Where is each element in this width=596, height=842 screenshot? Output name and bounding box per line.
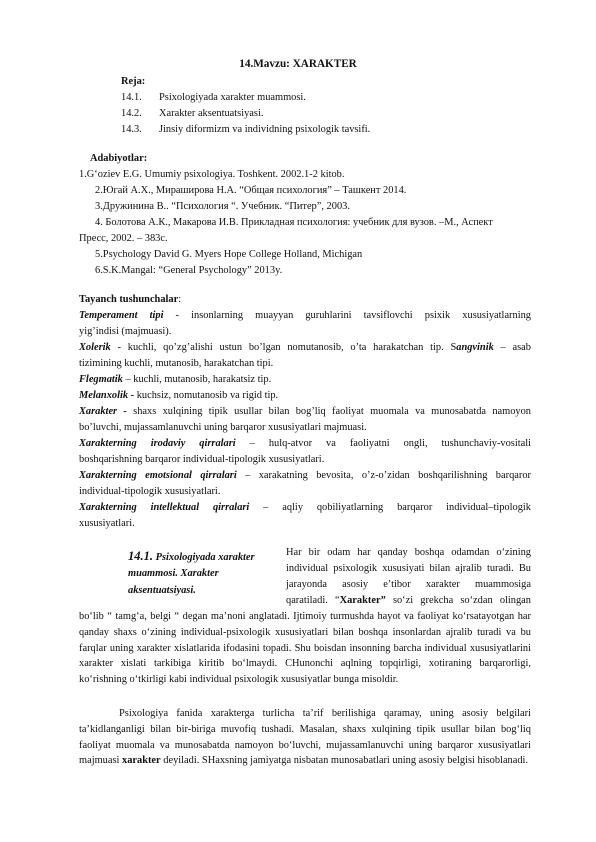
term-xarakter-quoted: Xarakter”	[339, 595, 386, 606]
definition-text: boshqarishning barqaror individual-tipologik xususiyatlari.	[79, 454, 325, 465]
section-heading	[128, 547, 278, 599]
literature-heading: Adabiyotlar:	[90, 153, 148, 164]
literature-item: 5.Psychology David G. Myers Hope College Holland, Michigan	[95, 249, 363, 260]
body-text: Psixologiya fanida xarakterga turlicha ta’rif berilishiga qaramay, uning asosiy belgilari ta’kidlanganligi bilan bir-biriga muvofiq tushadi. Masalan, shaxs xulqining tipik usullar bilan bog‘liq faoliyat muomala va munosabatda namoyon bo‘luvchi, mujassamlanuvchi uning barqaror xususiyatlari majmuasi	[79, 708, 531, 767]
concepts-heading	[79, 292, 531, 308]
term-melanxolik: Melanxolik -	[79, 390, 135, 401]
definition-text: shaxs xulqining tipik usullar bilan bog’liq faoliyat muomala va munosabatda namoyon	[126, 406, 531, 417]
concepts-heading-colon: :	[178, 294, 182, 305]
page-title: 14.Mavzu: XARAKTER	[239, 58, 357, 70]
term-sangvinik: angvinik	[456, 342, 494, 353]
body-paragraph: bo‘lib “ tamg‘a, belgi “ degan ma’noni anglatadi. Ijtimoiy turmushda hayot va faoliyat ko‘rsatayotgan har qanday shaxs o‘zining individual-psixologik xususiyatlari bilan boshqa insonlardan ajralib turadi va bu farqlar uning xarakter xislatlarida ifodasini topadi. Shu boisdan insonning barcha individual xususiyatlarini xarakter xislati tarkibiga kiritib bo‘lmaydi. CHunonchi aqlning topqirligi, xotiraning barqarorligi, ko‘rishning o‘tkirligi kabi individual psixologik xususiyatlar bunga misoldir.	[79, 611, 531, 686]
plan-item-number: 14.3.	[121, 124, 142, 135]
literature-item: 6.S.K.Mangal: “General Psychology” 2013y.	[95, 265, 283, 276]
definition-text: individual-tipologik xususiyatlari.	[79, 486, 221, 497]
definition-intellektual	[79, 500, 531, 516]
term-xarakter-inline: xarakter	[122, 755, 161, 767]
plan-item	[121, 90, 306, 106]
literature-item: Пресс, 2002. – 383с.	[79, 233, 168, 244]
term-emotsional: Xarakterning emotsional qirralari	[79, 470, 237, 481]
definition-text: – asab	[493, 342, 531, 353]
definition-text: xususiyatlari.	[79, 518, 135, 529]
definition-text: – kuchli, mutanosib, harakatsiz tip.	[122, 374, 272, 385]
plan-item	[121, 106, 263, 122]
section-title-line: Psixologiyada xarakter	[153, 552, 255, 563]
section-number: 14.1.	[128, 549, 153, 563]
plan-item	[121, 122, 370, 138]
plan-item-text: Psixologiyada xarakter muammosi.	[159, 92, 306, 103]
definition-text: – aqliy qobiliyatlarning barqaror individual–tipologik	[249, 502, 531, 513]
plan-heading: Reja:	[121, 76, 146, 87]
definition-text: tizimining kuchli, mutanosib, harakatchan tipi.	[79, 358, 274, 369]
term-intellektual: Xarakterning intellektual qirralari	[79, 502, 250, 513]
definition-temperament	[79, 308, 531, 324]
plan-item-number: 14.1.	[121, 92, 142, 103]
definition-text: – xarakatning bevosita, o’z-o’zidan boshqarilishning barqaror	[236, 470, 532, 481]
body-text: so‘zi grekcha so‘zdan olingan	[385, 595, 531, 606]
body-text-line: individual psixologik xususiyati bilan ajralib turadi. Bu	[286, 563, 531, 574]
body-text: deyiladi. SHaxsning jamiyatga nisbatan munosabatlari uning asosiy belgisi hisoblanadi.	[160, 755, 529, 767]
plan-item-number: 14.2.	[121, 108, 142, 119]
plan-item-text: Xarakter aksentuatsiyasi.	[159, 108, 264, 119]
definition-xolerik	[79, 340, 531, 356]
definition-melanxolik	[79, 388, 531, 404]
literature-item: 2.Югай А.Х., Мираширова Н.А. “Общая психология” – Ташкент 2014.	[95, 185, 407, 196]
term-flegmatik: Flegmatik	[79, 374, 123, 385]
literature-item: 4. Болотова А.К., Макарова И.В. Прикладная психология: учебник для вузов. –М., Аспект	[95, 217, 493, 228]
term-irodaviy: Xarakterning irodaviy qirralari	[79, 438, 236, 449]
definition-text: yig’indisi (majmuasi).	[79, 326, 172, 337]
definition-text: - kuchli, qo’zg’alishi ustun bo’lgan nomutanosib, o’ta harakatchan tip. S	[110, 342, 457, 353]
term-xarakter: Xarakter -	[79, 406, 127, 417]
literature-item: 1.G‘oziev E.G. Umumiy psixologiya. Toshkent. 2002.1-2 kitob.	[79, 169, 345, 180]
definition-xarakter	[79, 404, 531, 420]
term-xolerik: Xolerik	[79, 342, 111, 353]
definition-text: bo’luvchi, mujassamlanuvchi uning barqaror xususiyatlari majmuasi.	[79, 422, 367, 433]
definition-text: - insonlarning muayyan guruhlarini tavsiflovchi psixik xususiyatlarning	[163, 310, 531, 321]
definition-flegmatik	[79, 372, 531, 388]
definition-text: kuchsiz, nomutanosib va rigid tip.	[134, 390, 279, 401]
body-text-line	[286, 593, 531, 609]
body-paragraph	[79, 706, 531, 769]
body-text-line: jarayonda asosiy e’tibor xarakter muammosiga	[286, 579, 531, 590]
plan-item-text: Jinsiy diformizm va individning psixologik tavsifi.	[159, 124, 371, 135]
definition-emotsional	[79, 468, 531, 484]
body-text: qaratiladi. “	[286, 595, 340, 606]
section-title-line: aksentuatsiyasi.	[128, 584, 196, 596]
definition-irodaviy	[79, 436, 531, 452]
section-title-line: muammosi. Xarakter	[128, 568, 219, 580]
literature-item: 3.Дружинина В.. “Психология “. Учебник. “Питер”, 2003.	[95, 201, 350, 212]
body-text-line: Har bir odam har qanday boshqa odamdan o‘zining	[286, 547, 531, 558]
definition-text: – hulq-atvor va faoliyatni ongli, tushunchaviy-vositali	[235, 438, 531, 449]
concepts-heading-text: Tayanch tushunchalar	[79, 294, 179, 305]
term-temperament: Temperament tipi	[79, 310, 164, 321]
